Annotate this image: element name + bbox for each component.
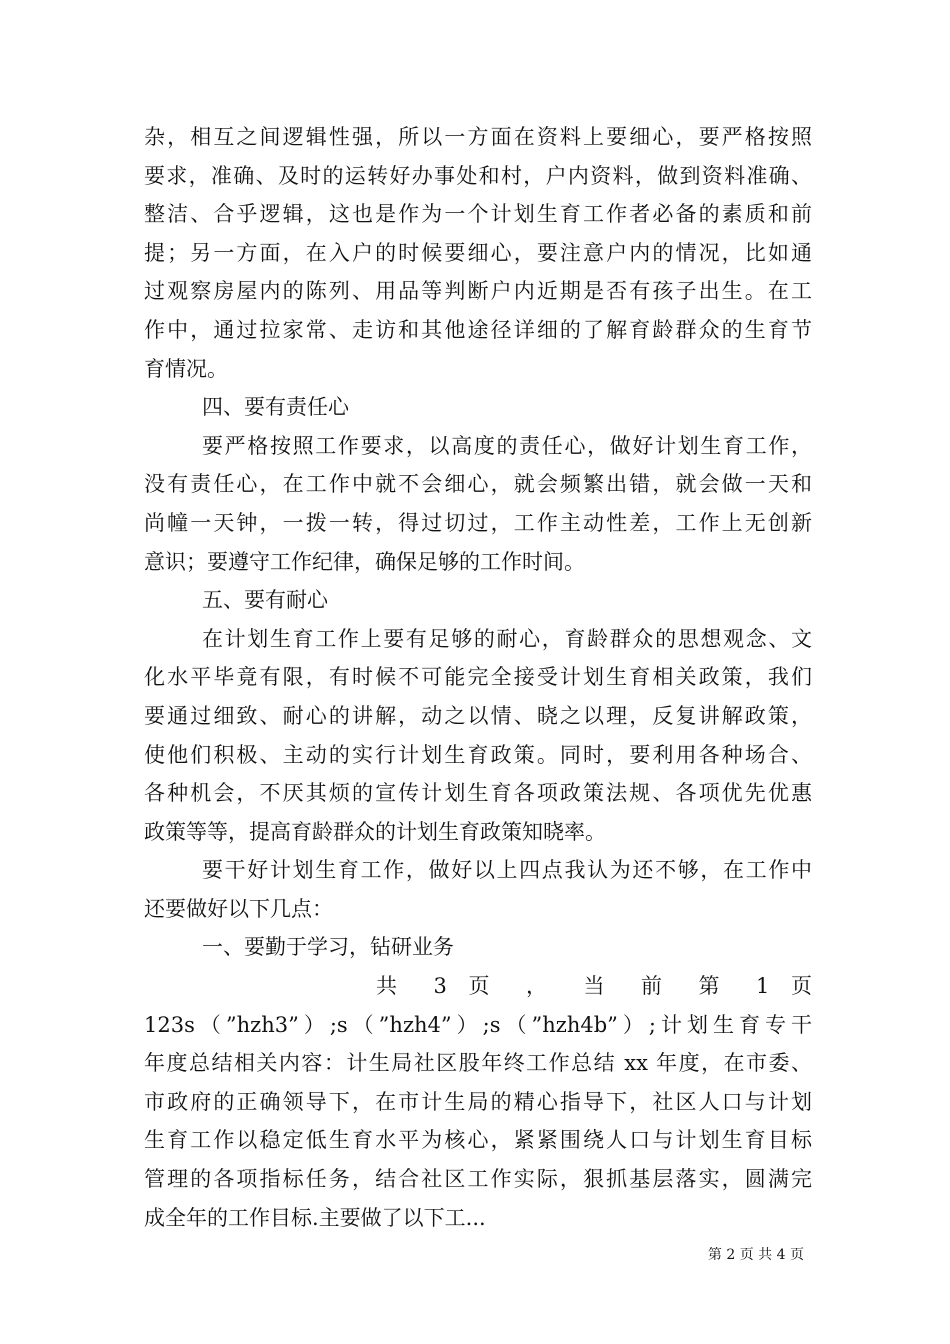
text-line: 尚幢一天钟，一拨一转，得过切过，工作主动性差，工作上无创新 (144, 510, 812, 535)
text-line: 年度总结相关内容：计生局社区股年终工作总结 xx 年度，在市委、 (144, 1051, 812, 1076)
text-line: 管理的各项指标任务，结合社区工作实际，狠抓基层落实，圆满完 (144, 1167, 812, 1192)
section-heading: 四、要有责任心 (202, 395, 349, 420)
text-line: 使他们积极、主动的实行计划生育政策。同时，要利用各种场合、 (144, 742, 812, 767)
text-line: 各种机会，不厌其烦的宣传计划生育各项政策法规、各项优先优惠 (144, 781, 812, 806)
text-line: 要严格按照工作要求，以高度的责任心，做好计划生育工作， (202, 433, 812, 458)
text-line: 在计划生育工作上要有足够的耐心，育龄群众的思想观念、文 (202, 626, 812, 651)
text-line: 要求，准确、及时的运转好办事处和村，户内资料，做到资料准确、 (144, 163, 812, 188)
document-body (144, 118, 812, 1237)
text-line: 要干好计划生育工作，做好以上四点我认为还不够，在工作中 (202, 858, 812, 883)
text-line: 要通过细致、耐心的讲解，动之以情、晓之以理，反复讲解政策， (144, 703, 812, 728)
page-count-line: 共 3 页 ， 当 前 第 1 页 (376, 974, 812, 999)
text-line: 过观察房屋内的陈列、用品等判断户内近期是否有孩子出生。在工 (144, 279, 812, 304)
text-line: 市政府的正确领导下，在市计生局的精心指导下，社区人口与计划 (144, 1089, 812, 1114)
text-line: 育情况。 (144, 356, 228, 381)
text-line: 意识；要遵守工作纪律，确保足够的工作时间。 (144, 549, 585, 574)
text-line: 作中，通过拉家常、走访和其他途径详细的了解育龄群众的生育节 (144, 317, 812, 342)
text-line: 政策等等，提高育龄群众的计划生育政策知晓率。 (144, 819, 606, 844)
section-heading: 一、要勤于学习，钻研业务 (202, 935, 454, 960)
text-line: 化水平毕竟有限，有时候不可能完全接受计划生育相关政策，我们 (144, 665, 812, 690)
page-footer: 第 2 页 共 4 页 (707, 1247, 804, 1263)
text-line: 还要做好以下几点： (144, 896, 333, 921)
text-line: 提；另一方面，在入户的时候要细心，要注意户内的情况，比如通 (144, 240, 812, 265)
text-line: 没有责任心，在工作中就不会细心，就会频繁出错，就会做一天和 (144, 472, 812, 497)
section-heading: 五、要有耐心 (202, 588, 328, 613)
text-line: 成全年的工作目标.主要做了以下工... (144, 1205, 486, 1230)
text-line: 杂，相互之间逻辑性强，所以一方面在资料上要细心，要严格按照 (144, 125, 812, 149)
text-line: 123s（”hzh3”）;s（”hzh4”）;s（”hzh4b”）;计划生育专干 (144, 1012, 812, 1037)
text-line: 整洁、合乎逻辑，这也是作为一个计划生育工作者必备的素质和前 (144, 202, 812, 227)
text-line: 生育工作以稳定低生育水平为核心，紧紧围绕人口与计划生育目标 (144, 1128, 812, 1153)
